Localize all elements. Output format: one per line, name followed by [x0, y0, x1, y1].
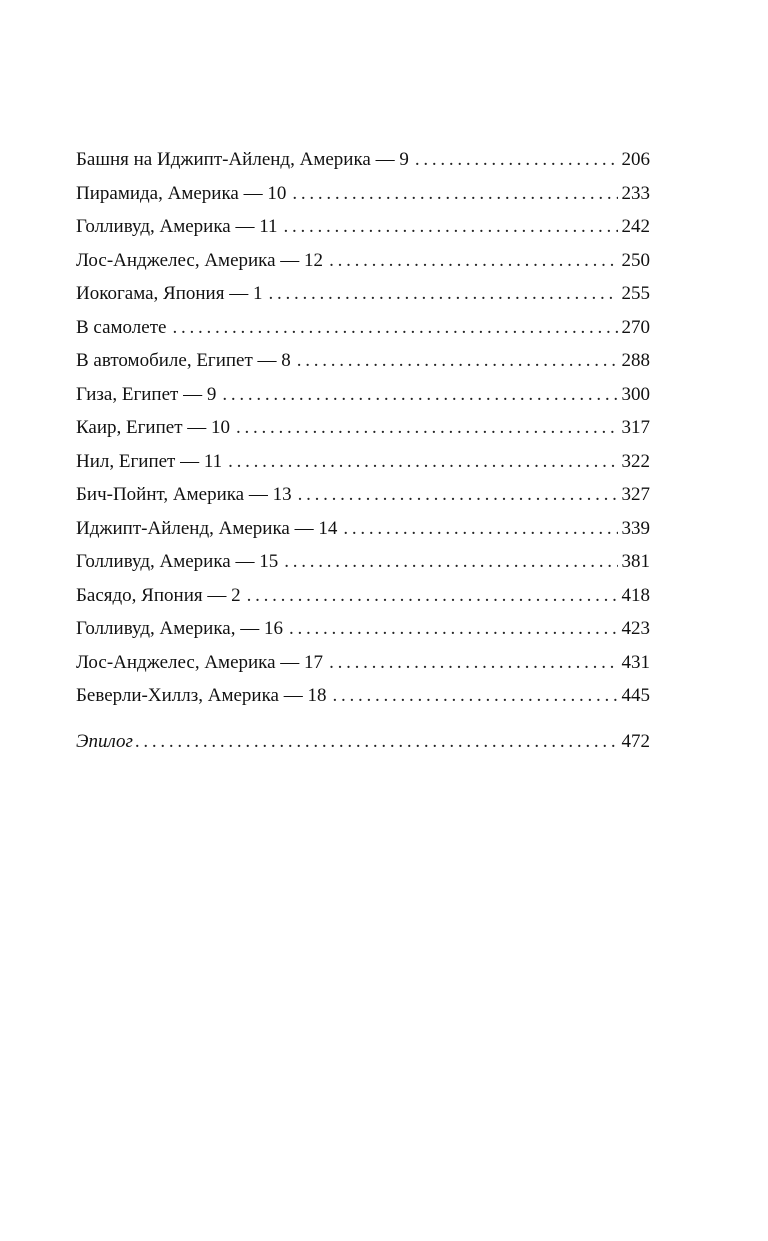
toc-entry [76, 545, 650, 579]
toc-entry [76, 277, 650, 311]
toc-entry [76, 612, 650, 646]
toc-entry-title: Гиза, Египет — 9 [76, 383, 217, 405]
epilogue-page: 472 [621, 730, 650, 752]
toc-entry-title: Лос-Анджелес, Америка — 17 [76, 651, 324, 673]
dot-leader [289, 612, 618, 646]
toc-entry-title: Иокогама, Япония — 1 [76, 283, 263, 304]
toc-entry [76, 445, 650, 479]
toc-entry-title: Беверли-Хиллз, Америка — 18 [76, 685, 327, 706]
toc-entry-page: 423 [621, 618, 650, 639]
toc-entry-title: Башня на Иджипт-Айленд, Америка — 9 [76, 149, 409, 170]
dot-leader [284, 210, 618, 244]
dot-leader [284, 545, 617, 579]
toc-entry [76, 344, 650, 378]
toc-entry-page: 270 [621, 316, 650, 338]
toc-entry [76, 177, 650, 211]
toc-entry-page: 381 [621, 551, 650, 572]
dot-leader [343, 512, 617, 546]
dot-leader [228, 445, 617, 479]
toc-entry-title: Каир, Египет — 10 [76, 417, 230, 438]
toc-entry-title: В автомобиле, Египет — 8 [76, 350, 291, 371]
dot-leader [236, 411, 618, 445]
toc-entry-page: 327 [621, 484, 650, 505]
toc-entry-page: 339 [621, 517, 650, 539]
toc-entry-page: 418 [621, 584, 650, 606]
dot-leader [247, 579, 618, 613]
toc-entry [76, 512, 650, 546]
dot-leader [329, 244, 617, 278]
toc-entry-title: Иджипт-Айленд, Америка — 14 [76, 517, 338, 539]
toc-entry [76, 311, 650, 345]
epilogue-title: Эпилог [76, 730, 133, 752]
dot-leader [222, 378, 617, 412]
toc-entry-page: 431 [621, 651, 650, 673]
dot-leader [292, 177, 617, 211]
toc-entry-title: В самолете [76, 316, 167, 338]
toc-entry [76, 143, 650, 177]
dot-leader [415, 143, 618, 177]
dot-leader [268, 277, 617, 311]
toc-entry-page: 300 [621, 383, 650, 405]
toc-entry-title: Бич-Пойнт, Америка — 13 [76, 484, 292, 505]
toc-entry-page: 242 [621, 216, 650, 237]
table-of-contents [76, 143, 650, 758]
toc-entry-page: 233 [621, 182, 650, 204]
toc-entry-page: 206 [621, 149, 650, 170]
toc-entry-title: Голливуд, Америка, — 16 [76, 618, 283, 639]
dot-leader [332, 679, 617, 713]
dot-leader [329, 646, 617, 680]
toc-entry [76, 679, 650, 713]
toc-entry-page: 322 [621, 450, 650, 472]
toc-entry [76, 244, 650, 278]
toc-entry [76, 411, 650, 445]
toc-entry-title: Лос-Анджелес, Америка — 12 [76, 249, 324, 271]
dot-leader [297, 344, 618, 378]
dot-leader [172, 311, 617, 345]
toc-entry [76, 646, 650, 680]
toc-entry-title: Нил, Египет — 11 [76, 450, 223, 472]
toc-entry-page: 250 [621, 249, 650, 271]
toc-entry [76, 210, 650, 244]
dot-leader [298, 478, 618, 512]
toc-entry-page: 255 [621, 283, 650, 304]
toc-entry-title: Голливуд, Америка — 11 [76, 216, 278, 237]
toc-entry-page: 445 [621, 685, 650, 706]
dot-leader [135, 725, 618, 759]
toc-entry-title: Пирамида, Америка — 10 [76, 182, 287, 204]
toc-entry-epilogue [76, 725, 650, 759]
toc-entry [76, 378, 650, 412]
toc-entry-title: Голливуд, Америка — 15 [76, 551, 279, 572]
toc-entry-title: Басядо, Япония — 2 [76, 584, 241, 606]
toc-entry-page: 317 [621, 417, 650, 438]
toc-entry-page: 288 [621, 350, 650, 371]
toc-entry [76, 478, 650, 512]
toc-entry [76, 579, 650, 613]
